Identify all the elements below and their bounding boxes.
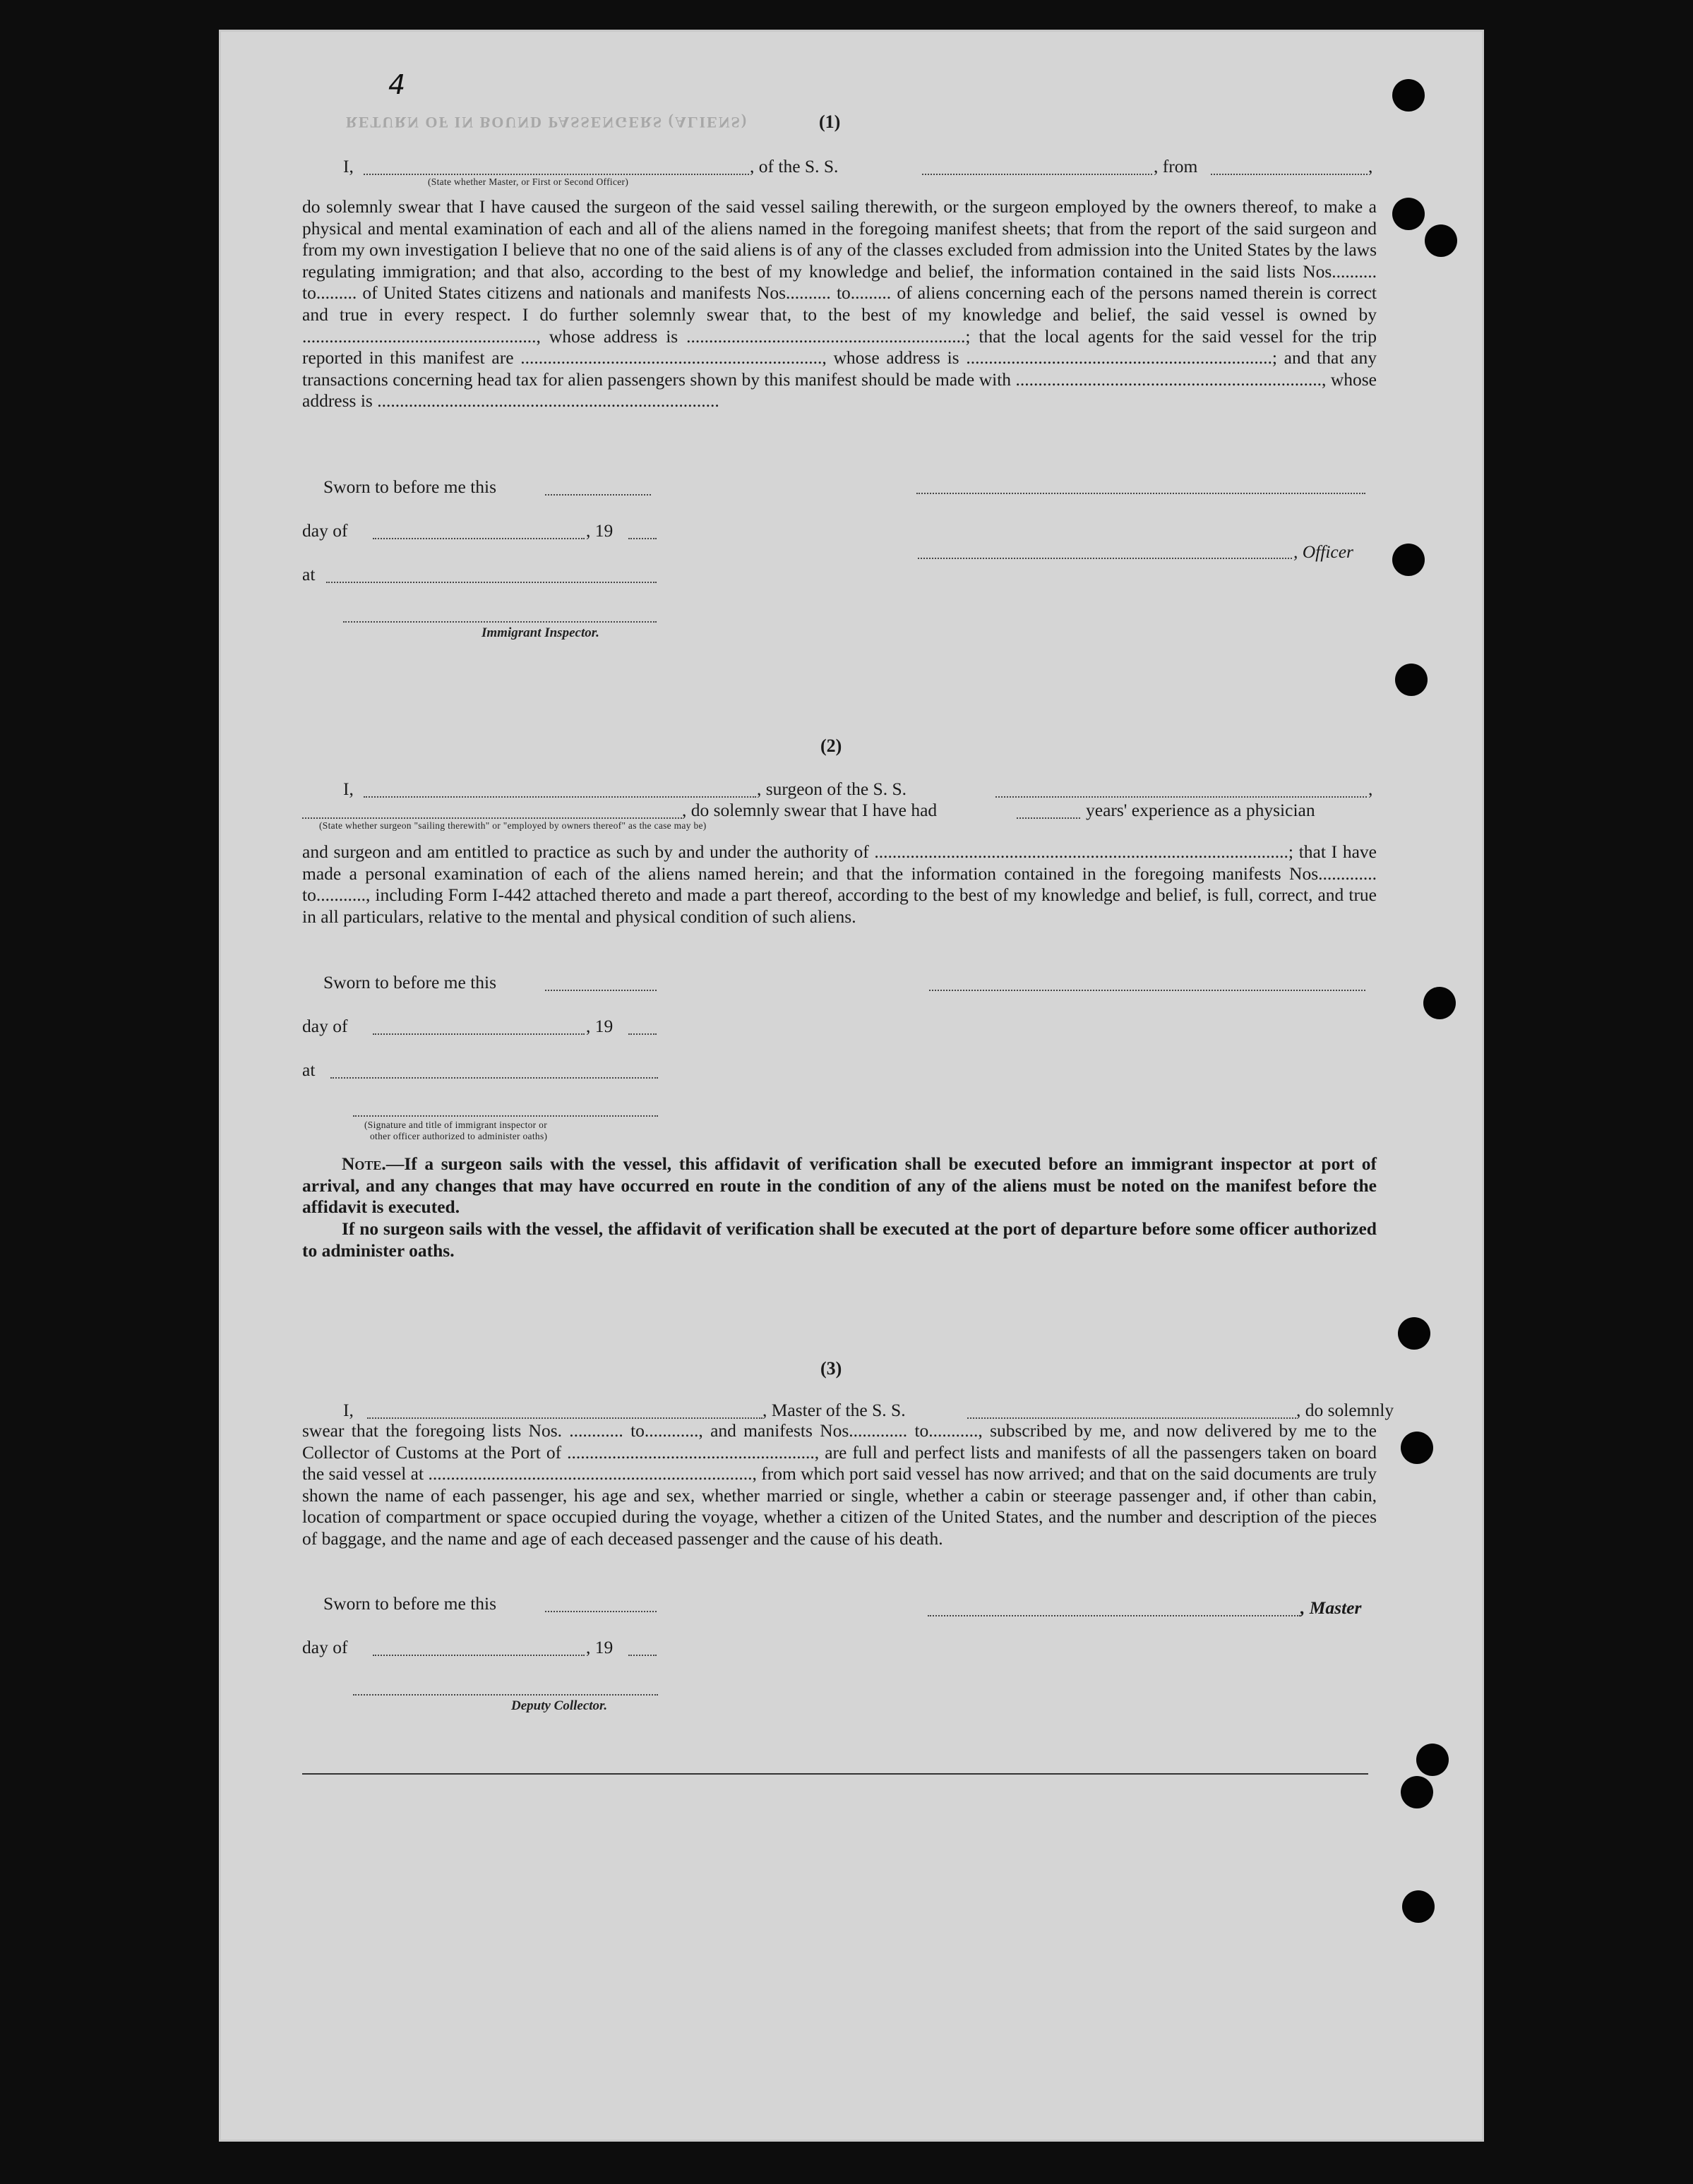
- officer-signature-line: [918, 558, 1292, 559]
- punch-hole: [1401, 1432, 1433, 1464]
- day-of-field: [373, 1033, 585, 1035]
- day-of-field: [373, 1655, 585, 1656]
- punch-hole: [1416, 1744, 1449, 1776]
- section-1-oath-text: do solemnly swear that I have caused the surgeon of the said vessel sailing therewith, or the surgeon employed by the owners thereof, to make a physical and mental examination of each and all of the aliens named in the foregoing manifest sheets; that from the report of the said surgeon and from my own investigation I believe that no one of the said aliens is of any of the classes excluded from admission into the United States by the laws regulating immigration; and that also, according to the best of my knowledge and belief, the information contained in the said lists Nos.......... to......... of United States citizens and nationals and manifests Nos.......... to......... of aliens concerning each of the persons named therein is correct and true in every respect. I do further solemnly swear that, to the best of my knowledge and belief, the said vessel is owned by ...................................................., whose address is ..............................................................; that the local agents for the said vessel for the trip reported in this manifest are ..................................................................., whose address is ....................................................................; and that any transactions concerning head tax for alien passengers shown by this manifest should be made with ...................................................................., whose address is ............................................................................: [302, 196, 1377, 412]
- master-name-field: [367, 1417, 762, 1419]
- year-field: [628, 538, 657, 539]
- surgeon-signature-line: [929, 990, 1365, 991]
- officer-label: , Officer: [1293, 541, 1353, 562]
- punch-hole: [1425, 224, 1457, 257]
- section-3-year-label: , 19: [586, 1637, 614, 1657]
- surgeon-name-field: [364, 796, 756, 798]
- officer-signature-line-top: [916, 493, 1365, 494]
- section-3-sworn-label: Sworn to before me this: [323, 1593, 497, 1614]
- section-1-day-of-label: day of: [302, 520, 348, 541]
- punch-hole: [1392, 544, 1425, 576]
- at-place-field: [330, 1077, 658, 1079]
- section-3-number: (3): [820, 1358, 842, 1379]
- ship-name-field: [922, 174, 1152, 175]
- years-experience-field: [1017, 817, 1080, 819]
- section-1-i: I,: [343, 156, 354, 176]
- inspector-signature-line: [343, 621, 657, 623]
- signature-title-note-line2: other officer authorized to administer oaths): [370, 1131, 548, 1141]
- administering-officer-signature-line: [353, 1115, 658, 1117]
- section-3-oath-text: swear that the foregoing lists Nos. ............ to............, and manifests Nos............. to..........., subscribed by me, and now delivered by me to the Collector of Customs at the Port of ......................................................., are full and perfect lists and manifests of all the passengers taken on board the said vessel at ........................................................................, from which port said vessel has now arrived; and that on the said documents are truly shown the name of each passenger, his age and sex, whether married or single, whether a cabin or steerage passenger and, if other than cabin, location of compartment or space occupied during the voyage, whether a citizen of the United States, and the number and description of the pieces of baggage, and the name and age of each deceased passenger and the cause of his death.: [302, 1420, 1377, 1549]
- note-text-2: If no surgeon sails with the vessel, the affidavit of verification shall be executed at the port of departure before some officer authorized to administer oaths.: [302, 1218, 1377, 1261]
- master-signature-line: [928, 1615, 1300, 1616]
- punch-hole: [1392, 79, 1425, 112]
- immigrant-inspector-label: Immigrant Inspector.: [481, 625, 599, 640]
- section-3-i: I,: [343, 1400, 354, 1420]
- section-1-officer-note: (State whether Master, or First or Second Officer): [428, 176, 629, 187]
- punch-hole: [1401, 1776, 1433, 1808]
- punch-hole: [1423, 987, 1456, 1019]
- section-1-sworn-label: Sworn to before me this: [323, 476, 497, 497]
- from-port-field: [1211, 174, 1368, 175]
- years-experience-label: years' experience as a physician: [1086, 800, 1315, 820]
- bottom-rule: [302, 1773, 1368, 1775]
- sworn-date-field: [545, 494, 651, 496]
- of-the-ss-label: , of the S. S.: [750, 156, 839, 176]
- page-mark: 4: [388, 69, 406, 100]
- section-2-sworn-label: Sworn to before me this: [323, 972, 497, 992]
- bleed-through-text: RETURN OF IN BOUND PASSENGERS (ALIENS): [346, 114, 748, 131]
- signature-title-note-line1: (Signature and title of immigrant inspector or: [364, 1120, 547, 1130]
- punch-hole: [1398, 1317, 1430, 1350]
- section-2-oath-text: and surgeon and am entitled to practice as such by and under the authority of ............................................................................................; that I have made a personal examination of each of the aliens named herein; and that the information contained in the foregoing manifests Nos............. to..........., including Form I-442 attached thereto and made a part thereof, according to the best of my knowledge and belief, is full, correct, and true in all particulars, relative to the mental and physical condition of such aliens.: [302, 841, 1377, 927]
- section-2-i: I,: [343, 779, 354, 799]
- punch-hole: [1392, 198, 1425, 230]
- section-3-day-of-label: day of: [302, 1637, 348, 1657]
- sworn-date-field: [545, 1611, 657, 1612]
- from-label: , from: [1154, 156, 1198, 176]
- section-2-at-label: at: [302, 1060, 316, 1080]
- solemnly-swear-had-label: , do solemnly swear that I have had: [682, 800, 938, 820]
- note-paragraph-2: [302, 1218, 1377, 1261]
- section-2-surgeon-note: (State whether surgeon "sailing therewith" or "employed by owners thereof" as the case may be): [319, 820, 707, 831]
- manifest-affidavit-sheet: [219, 30, 1484, 2142]
- punch-hole: [1395, 664, 1428, 696]
- section-2-number: (2): [820, 736, 842, 756]
- surgeon-status-field: [302, 817, 682, 819]
- sworn-date-field: [545, 990, 657, 991]
- punch-hole: [1402, 1890, 1435, 1923]
- year-field: [628, 1655, 657, 1656]
- note-text-1: —If a surgeon sails with the vessel, this affidavit of verification shall be executed before an immigrant inspector at port of arrival, and any changes that may have occurred en route in the condition of any of the aliens must be noted on the manifest before the affidavit is executed.: [302, 1153, 1377, 1218]
- master-ship-name-field: [967, 1417, 1296, 1419]
- deputy-collector-label: Deputy Collector.: [511, 1698, 608, 1713]
- section-2-day-of-label: day of: [302, 1016, 348, 1036]
- line-end-comma: ,: [1368, 156, 1373, 176]
- day-of-field: [373, 538, 585, 539]
- master-name-field: [364, 174, 749, 175]
- surgeon-ship-name-field: [995, 796, 1367, 798]
- at-place-field: [326, 582, 657, 583]
- master-label: , Master: [1300, 1597, 1362, 1618]
- line-end-comma: ,: [1368, 779, 1373, 799]
- section-1-at-label: at: [302, 564, 316, 584]
- note-paragraph-1: [302, 1153, 1377, 1218]
- year-field: [628, 1033, 657, 1035]
- surgeon-of-ss-label: , surgeon of the S. S.: [757, 779, 907, 799]
- note-label: Note.: [342, 1153, 386, 1174]
- section-2-year-label: , 19: [586, 1016, 614, 1036]
- section-1-number: (1): [819, 112, 841, 132]
- do-solemnly-label: , do solemnly: [1296, 1400, 1394, 1420]
- master-of-ss-label: , Master of the S. S.: [762, 1400, 906, 1420]
- deputy-collector-signature-line: [353, 1694, 658, 1696]
- section-1-year-label: , 19: [586, 520, 614, 541]
